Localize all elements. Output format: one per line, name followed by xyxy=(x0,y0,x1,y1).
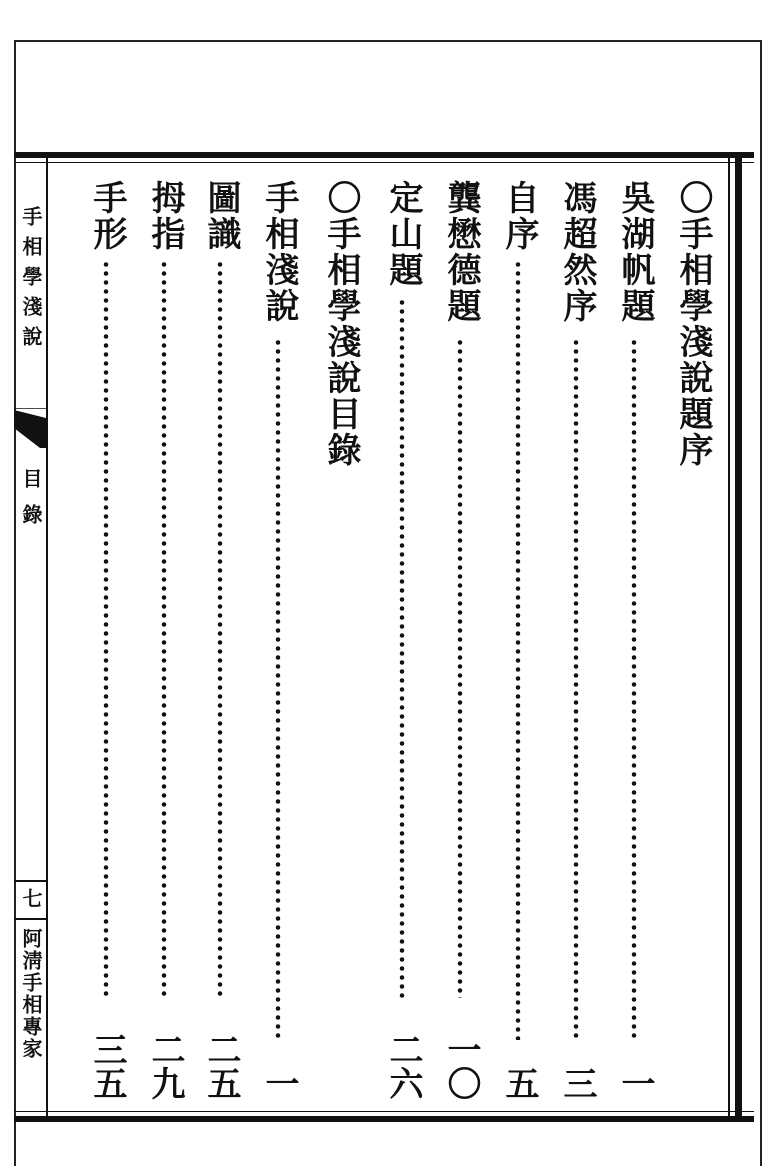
toc-entry-title: 吳湖帆題 xyxy=(615,180,655,324)
toc-entry xyxy=(664,180,722,1100)
toc-entry xyxy=(312,180,370,1100)
toc-entry-page: 二五 xyxy=(201,1032,241,1100)
toc-entry xyxy=(136,180,194,1100)
toc-entry xyxy=(432,180,490,1100)
toc-entry-page: 三 xyxy=(557,1066,597,1100)
dotted-leader xyxy=(457,338,463,998)
toc-entry-title: 自序 xyxy=(499,180,539,252)
dotted-leader xyxy=(217,260,223,1000)
toc-entry-title: 拇指 xyxy=(145,180,185,252)
frame-right-rule xyxy=(735,152,742,1122)
gutter-column xyxy=(14,158,46,1116)
toc-entry-page: 五 xyxy=(499,1066,539,1100)
toc-entry-page: 一 xyxy=(615,1066,655,1100)
dotted-leader xyxy=(399,298,405,998)
dotted-leader xyxy=(631,338,637,1038)
gutter-page-number: 七 xyxy=(19,888,43,908)
toc-entry xyxy=(250,180,308,1100)
toc-entry-page: 二六 xyxy=(383,1032,423,1100)
gutter-book-title: 手相學淺說 xyxy=(19,206,43,356)
toc-entry xyxy=(78,180,136,1100)
toc-entry-page: 一〇 xyxy=(441,1032,481,1100)
toc-entry xyxy=(548,180,606,1100)
dotted-leader xyxy=(103,260,109,1000)
dotted-leader xyxy=(573,338,579,1038)
toc-entry xyxy=(490,180,548,1100)
toc-entry xyxy=(374,180,432,1100)
toc-entry-title: 定山題 xyxy=(383,180,423,288)
gutter-section-label: 目錄 xyxy=(19,468,43,540)
dotted-leader xyxy=(161,260,167,1000)
gutter-rule xyxy=(14,918,46,920)
toc-entry-title: 手形 xyxy=(87,180,127,252)
fish-tail-ornament xyxy=(14,408,46,450)
toc-entry-title: 圖識 xyxy=(201,180,241,252)
toc-entry-title: 手相淺說 xyxy=(259,180,299,324)
toc-entry-title: 馮超然序 xyxy=(557,180,597,324)
gutter-rule xyxy=(14,880,46,882)
toc-entry-page: 三五 xyxy=(87,1032,127,1100)
toc-entry-page: 一 xyxy=(259,1066,299,1100)
toc-entry xyxy=(192,180,250,1100)
toc-entry-page: 二九 xyxy=(145,1032,185,1100)
toc-entry xyxy=(606,180,664,1100)
dotted-leader xyxy=(275,338,281,1038)
gutter-divider xyxy=(46,158,48,1116)
gutter-publisher: 阿淸手相專家 xyxy=(19,928,43,1060)
frame-right-inner-rule xyxy=(728,158,730,1116)
toc-entry-title: 〇手相學淺說題序 xyxy=(673,180,713,468)
dotted-leader xyxy=(515,260,521,1040)
toc-entry-title: 〇手相學淺說目錄 xyxy=(321,180,361,468)
toc-entry-title: 龔懋德題 xyxy=(441,180,481,324)
